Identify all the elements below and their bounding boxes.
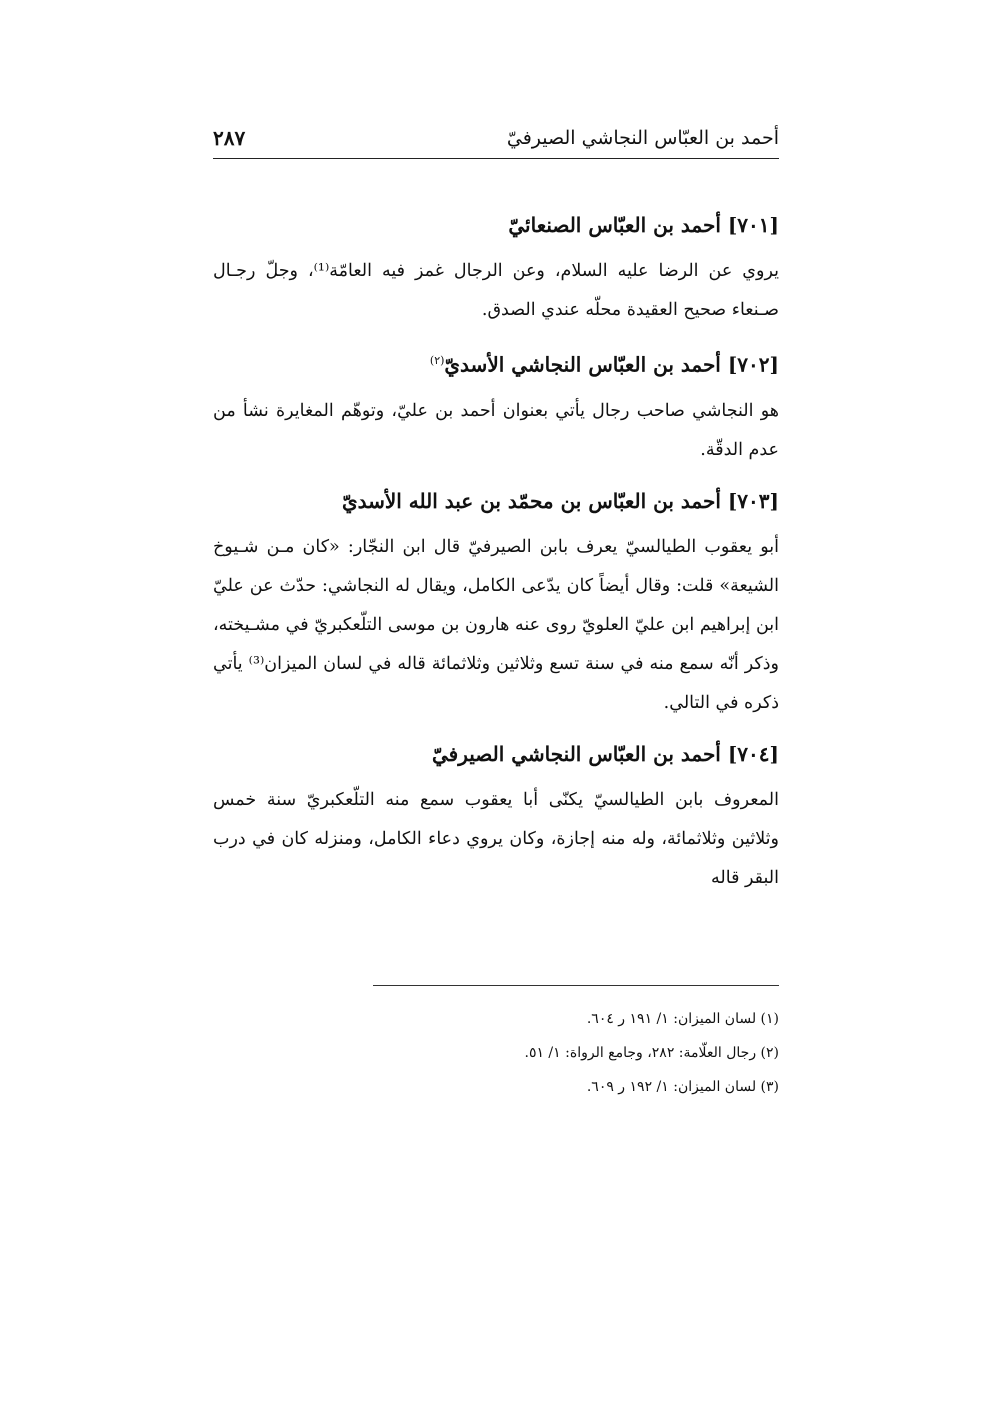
footnotes (373, 1002, 779, 1104)
entry-703 (213, 484, 779, 723)
entry-heading-text: [٧٠٢] أحمد بن العبّاس النجاشي الأسديّ (444, 352, 779, 377)
entry-heading (213, 737, 779, 771)
footnote-divider (373, 985, 779, 986)
entry-heading-text: [٧٠٤] أحمد بن العبّاس النجاشي الصيرفيّ (431, 741, 779, 766)
entry-701 (213, 208, 779, 330)
page-number: ٢٨٧ (213, 126, 246, 150)
entry-heading-text: [٧٠١] أحمد بن العبّاس الصنعائيّ (508, 213, 779, 237)
entry-heading (213, 344, 779, 382)
entry-body: أبو يعقوب الطيالسيّ يعرف بابن الصيرفيّ قال ابن النجّار: «كان مـن شـيوخ الشيعة» قلت: وقال أيضاً كان يدّعى الكامل، ويقال له النجاشي: حدّث عن عليّ ابن إبراهيم ابن عليّ العلويّ روى عنه هارون بن موسى التلّعكبريّ في مشـيخته، وذكر أنّه سمع منه في سنة تسع وثلاثين وثلاثمائة قاله في لسان الميزان⁽³⁾ يأتي ذكره في التالي. (213, 536, 779, 713)
footnote-item: (٢) رجال العلّامة: ٢٨٢، وجامع الرواة: ١/ ٥١. (524, 1045, 779, 1061)
entry-body: هو النجاشي صاحب رجال يأتي بعنوان أحمد بن عليّ، وتوهّم المغايرة نشأ من عدم الدقّة. (213, 400, 779, 460)
footnote-ref: (٢) (429, 354, 445, 367)
running-title: أحمد بن العبّاس النجاشي الصيرفيّ (506, 127, 779, 149)
entry-heading (213, 208, 779, 242)
main-content (213, 208, 779, 912)
entry-heading-text: [٧٠٣] أحمد بن العبّاس بن محمّد بن عبد الله الأسديّ (341, 488, 779, 513)
entry-body: المعروف بابن الطيالسيّ يكنّى أبا يعقوب سمع منه التلّعكبريّ سنة خمس وثلاثين وثلاثمائة، وله منه إجازة، وكان يروي دعاء الكامل، ومنزله كان في درب البقر قاله (213, 789, 779, 888)
entry-704 (213, 737, 779, 898)
entry-702 (213, 344, 779, 470)
entry-heading (213, 484, 779, 518)
entry-body: يروي عن الرضا عليه السلام، وعن الرجال غمز فيه العامّة⁽¹⁾، وجلّ رجـال صـنعاء صحيح العقيدة محلّه عندي الصدق. (213, 261, 779, 320)
footnote-item: (١) لسان الميزان: ١/ ١٩١ ر ٦٠٤. (586, 1011, 779, 1027)
running-header (213, 118, 779, 159)
footnote-item: (٣) لسان الميزان: ١/ ١٩٢ ر ٦٠٩. (586, 1079, 779, 1095)
